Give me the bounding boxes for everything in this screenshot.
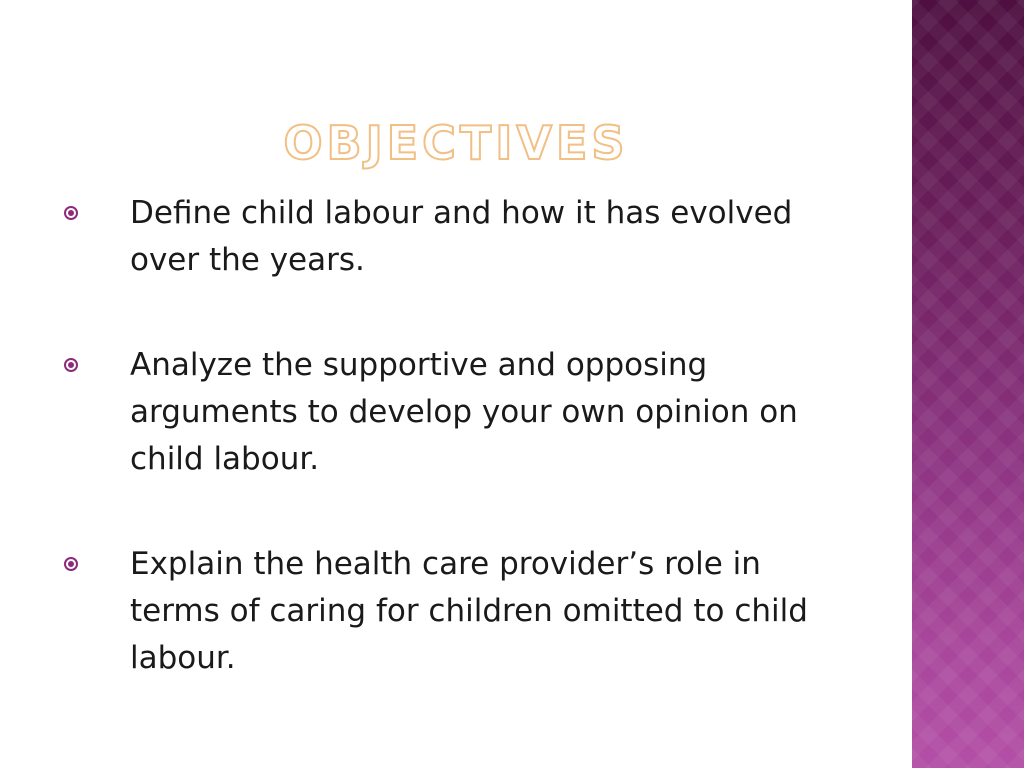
list-item	[60, 190, 860, 284]
decorative-side-band	[912, 0, 1024, 768]
radio-bullet-icon	[64, 206, 78, 220]
radio-bullet-icon	[64, 557, 78, 571]
bullet-text: Define child labour and how it has evolved over the years.	[130, 195, 793, 278]
bullet-list	[60, 190, 860, 740]
radio-bullet-icon	[64, 358, 78, 372]
bullet-text: Analyze the supportive and opposing arguments to develop your own opinion on child labour.	[130, 347, 798, 477]
bullet-text: Explain the health care provider’s role in terms of caring for children omitted to child labour.	[130, 546, 808, 676]
slide-title: OBJECTIVES	[283, 115, 629, 170]
list-item	[60, 342, 860, 483]
list-item	[60, 541, 860, 682]
